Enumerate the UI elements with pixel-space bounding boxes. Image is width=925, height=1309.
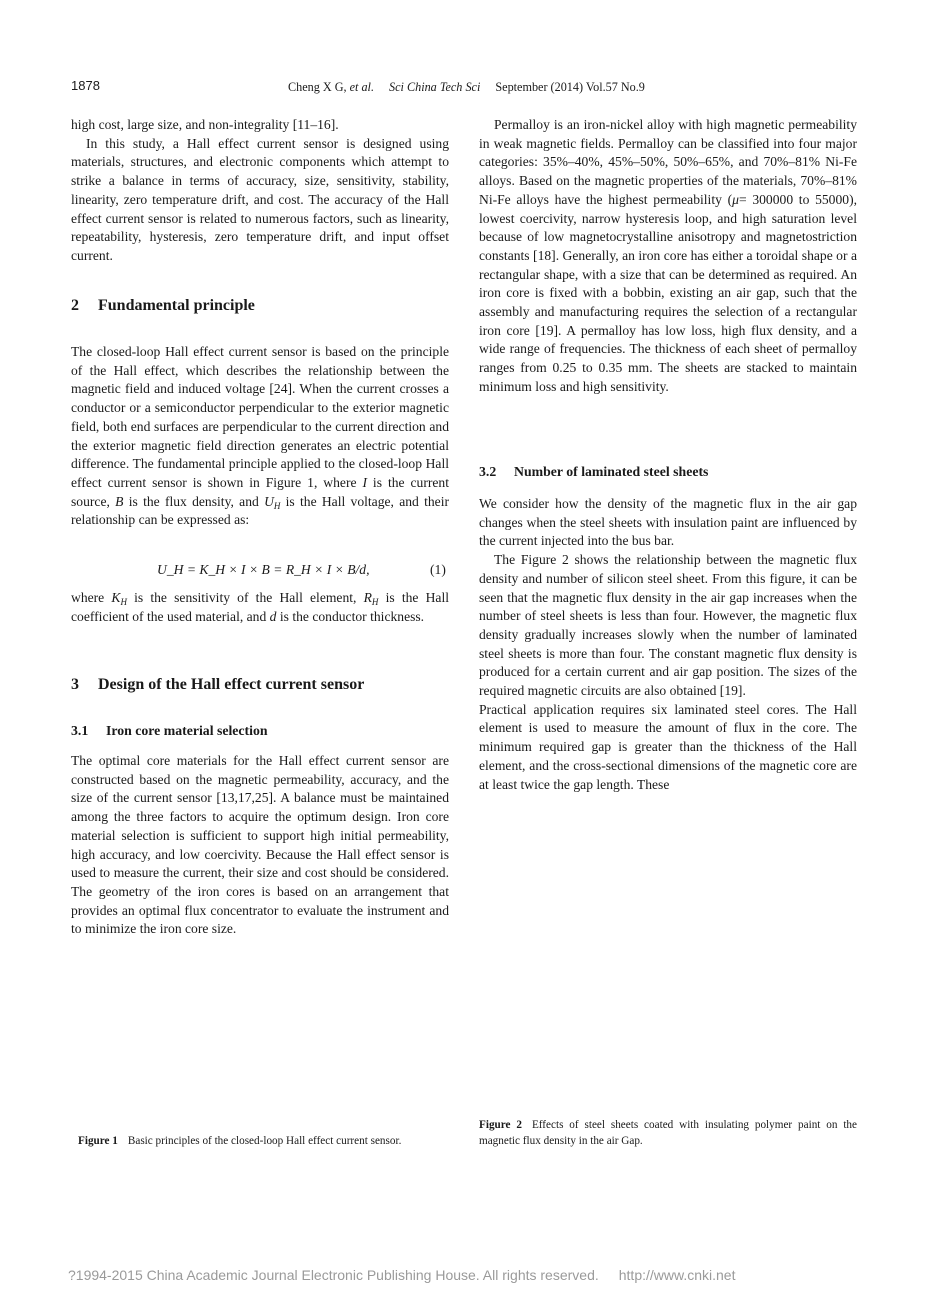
header-journal: Sci China Tech Sci bbox=[389, 80, 481, 94]
permalloy-text bbox=[479, 116, 857, 397]
paragraph: Permalloy is an iron-nickel alloy with high magnetic permeability in weak magnetic fields. Permalloy can be classified into four major categories: 35%–40%, 45%–50%, 50%–65%, and 70%–81% Ni-Fe alloys. Based on the magnetic properties of the materials, 70%–81% Ni-Fe alloys have the highest permeability (μ= 300000 to 55000), lowest coercivity, narrow hysteresis loop, and high saturation level because of low magnetocrystalline anisotropy and magnetostriction constants [18]. Generally, an iron core has either a toroidal shape or a rectangular shape, with a size that can be determined as required. An iron core is fixed with a bobbin, existing an air gap, such that the assembly and manufacturing requires the selection of a rectangular iron core [19]. A permalloy has low loss, high flux density, and a wide range of frequencies. The thickness of each sheet of permalloy ranges from 0.25 to 0.35 mm. The sheets are stacked to maintain minimum loss and high sensitivity. bbox=[479, 117, 857, 394]
left-column bbox=[71, 116, 449, 266]
figure-2-caption: Figure 2 Effects of steel sheets coated with insulating polymer paint on the magnetic flux density in the air Gap. bbox=[479, 1119, 857, 1147]
paragraph: We consider how the density of the magnetic flux in the air gap changes when the steel sheets with insulation paint are influenced by the current injected into the bus bar. bbox=[479, 496, 857, 549]
section-3-heading: 3 Design of the Hall effect current sensor bbox=[71, 676, 365, 693]
paragraph: The Figure 2 shows the relationship between the magnetic flux density and number of silicon steel sheet. From this figure, it can be seen that the magnetic flux density in the air gap increases when the number of steel sheets is less than four. However, the magnetic flux density gradually increases slowly when the number of laminated steel sheets is more than four. The constant magnetic flux density is produced for a certain current and air gap position. The sizes of the required magnetic circuits are also obtained [19]. bbox=[479, 552, 857, 699]
section-3-2-heading: 3.2 Number of laminated steel sheets bbox=[479, 464, 709, 479]
fundamental-principle-text bbox=[71, 343, 449, 530]
header-issue: September (2014) Vol.57 No.9 bbox=[495, 80, 645, 94]
section-3-1-heading: 3.1 Iron core material selection bbox=[71, 723, 268, 738]
figure-1-caption: Figure 1 Basic principles of the closed-loop Hall effect current sensor. bbox=[78, 1135, 402, 1147]
header-etal: et al. bbox=[349, 80, 374, 94]
steel-sheets-text bbox=[479, 495, 857, 794]
paragraph: The closed-loop Hall effect current sensor is based on the principle of the Hall effect, which describes the relationship between the magnetic field and induced voltage [24]. When the current crosses a conductor or a semiconductor perpendicular to the exterior magnetic field, both end surfaces are perpendicular to the current direction and the exterior magnetic field direction generates an electric potential difference. The fundamental principle applied to the closed-loop Hall effect current sensor is shown in Figure 1, where I is the current source, B is the flux density, and $U_H$ is the Hall voltage, and their relationship can be expressed as: bbox=[71, 344, 450, 528]
paragraph: The optimal core materials for the Hall effect current sensor are constructed based on the magnetic permeability, accuracy, and the size of the current sensor [13,17,25]. A balance must be maintained among the three factors to acquire the optimum design. Iron core material selection is sufficient to support high initial permeability, high accuracy, and low coercivity. Because the Hall effect sensor is used to measure the current, their size and cost should be considered. The geometry of the iron cores is based on an arrangement that provides an optimal flux concentrator to evaluate the instrument and to minimize the iron core size. bbox=[71, 753, 449, 937]
copyright-footer: ?1994-2015 China Academic Journal Electronic Publishing House. All rights reserved. http://www.cnki.net bbox=[68, 1267, 736, 1283]
paragraph: high cost, large size, and non-integrality [11–16]. bbox=[71, 117, 339, 132]
header-authors: Cheng X G, bbox=[288, 80, 347, 94]
section-2-heading: 2 Fundamental principle bbox=[71, 297, 255, 314]
core-material-text bbox=[71, 752, 449, 939]
cnki-link[interactable]: http://www.cnki.net bbox=[618, 1267, 736, 1283]
equation-explanation: where $K_H$ is the sensitivity of the Hall element, $R_H$ is the Hall coefficient of the used material, and d is the conductor thickness. bbox=[71, 590, 449, 624]
paragraph: In this study, a Hall effect current sensor is designed using materials, structures, and electronic components which attempt to strike a balance in terms of accuracy, size, sensitivity, stability, linearity, zero temperature drift, and cost. The accuracy of the Hall effect current sensor is related to numerous factors, such as linearity, repeatability, hysteresis, zero temperature drift, and input offset current. bbox=[71, 135, 449, 263]
running-header bbox=[288, 78, 645, 97]
equation-1: U_H = K_H × I × B = R_H × I × B/d, bbox=[157, 562, 370, 577]
paragraph: Practical application requires six laminated steel cores. The Hall element is used to measure the amount of flux in the core. The minimum required gap is greater than the thickness of the Hall element, and the cross-sectional dimensions of the magnetic core are at least twice the gap length. These bbox=[479, 701, 857, 792]
equation-number: (1) bbox=[430, 562, 446, 577]
page-number: 1878 bbox=[71, 78, 100, 93]
